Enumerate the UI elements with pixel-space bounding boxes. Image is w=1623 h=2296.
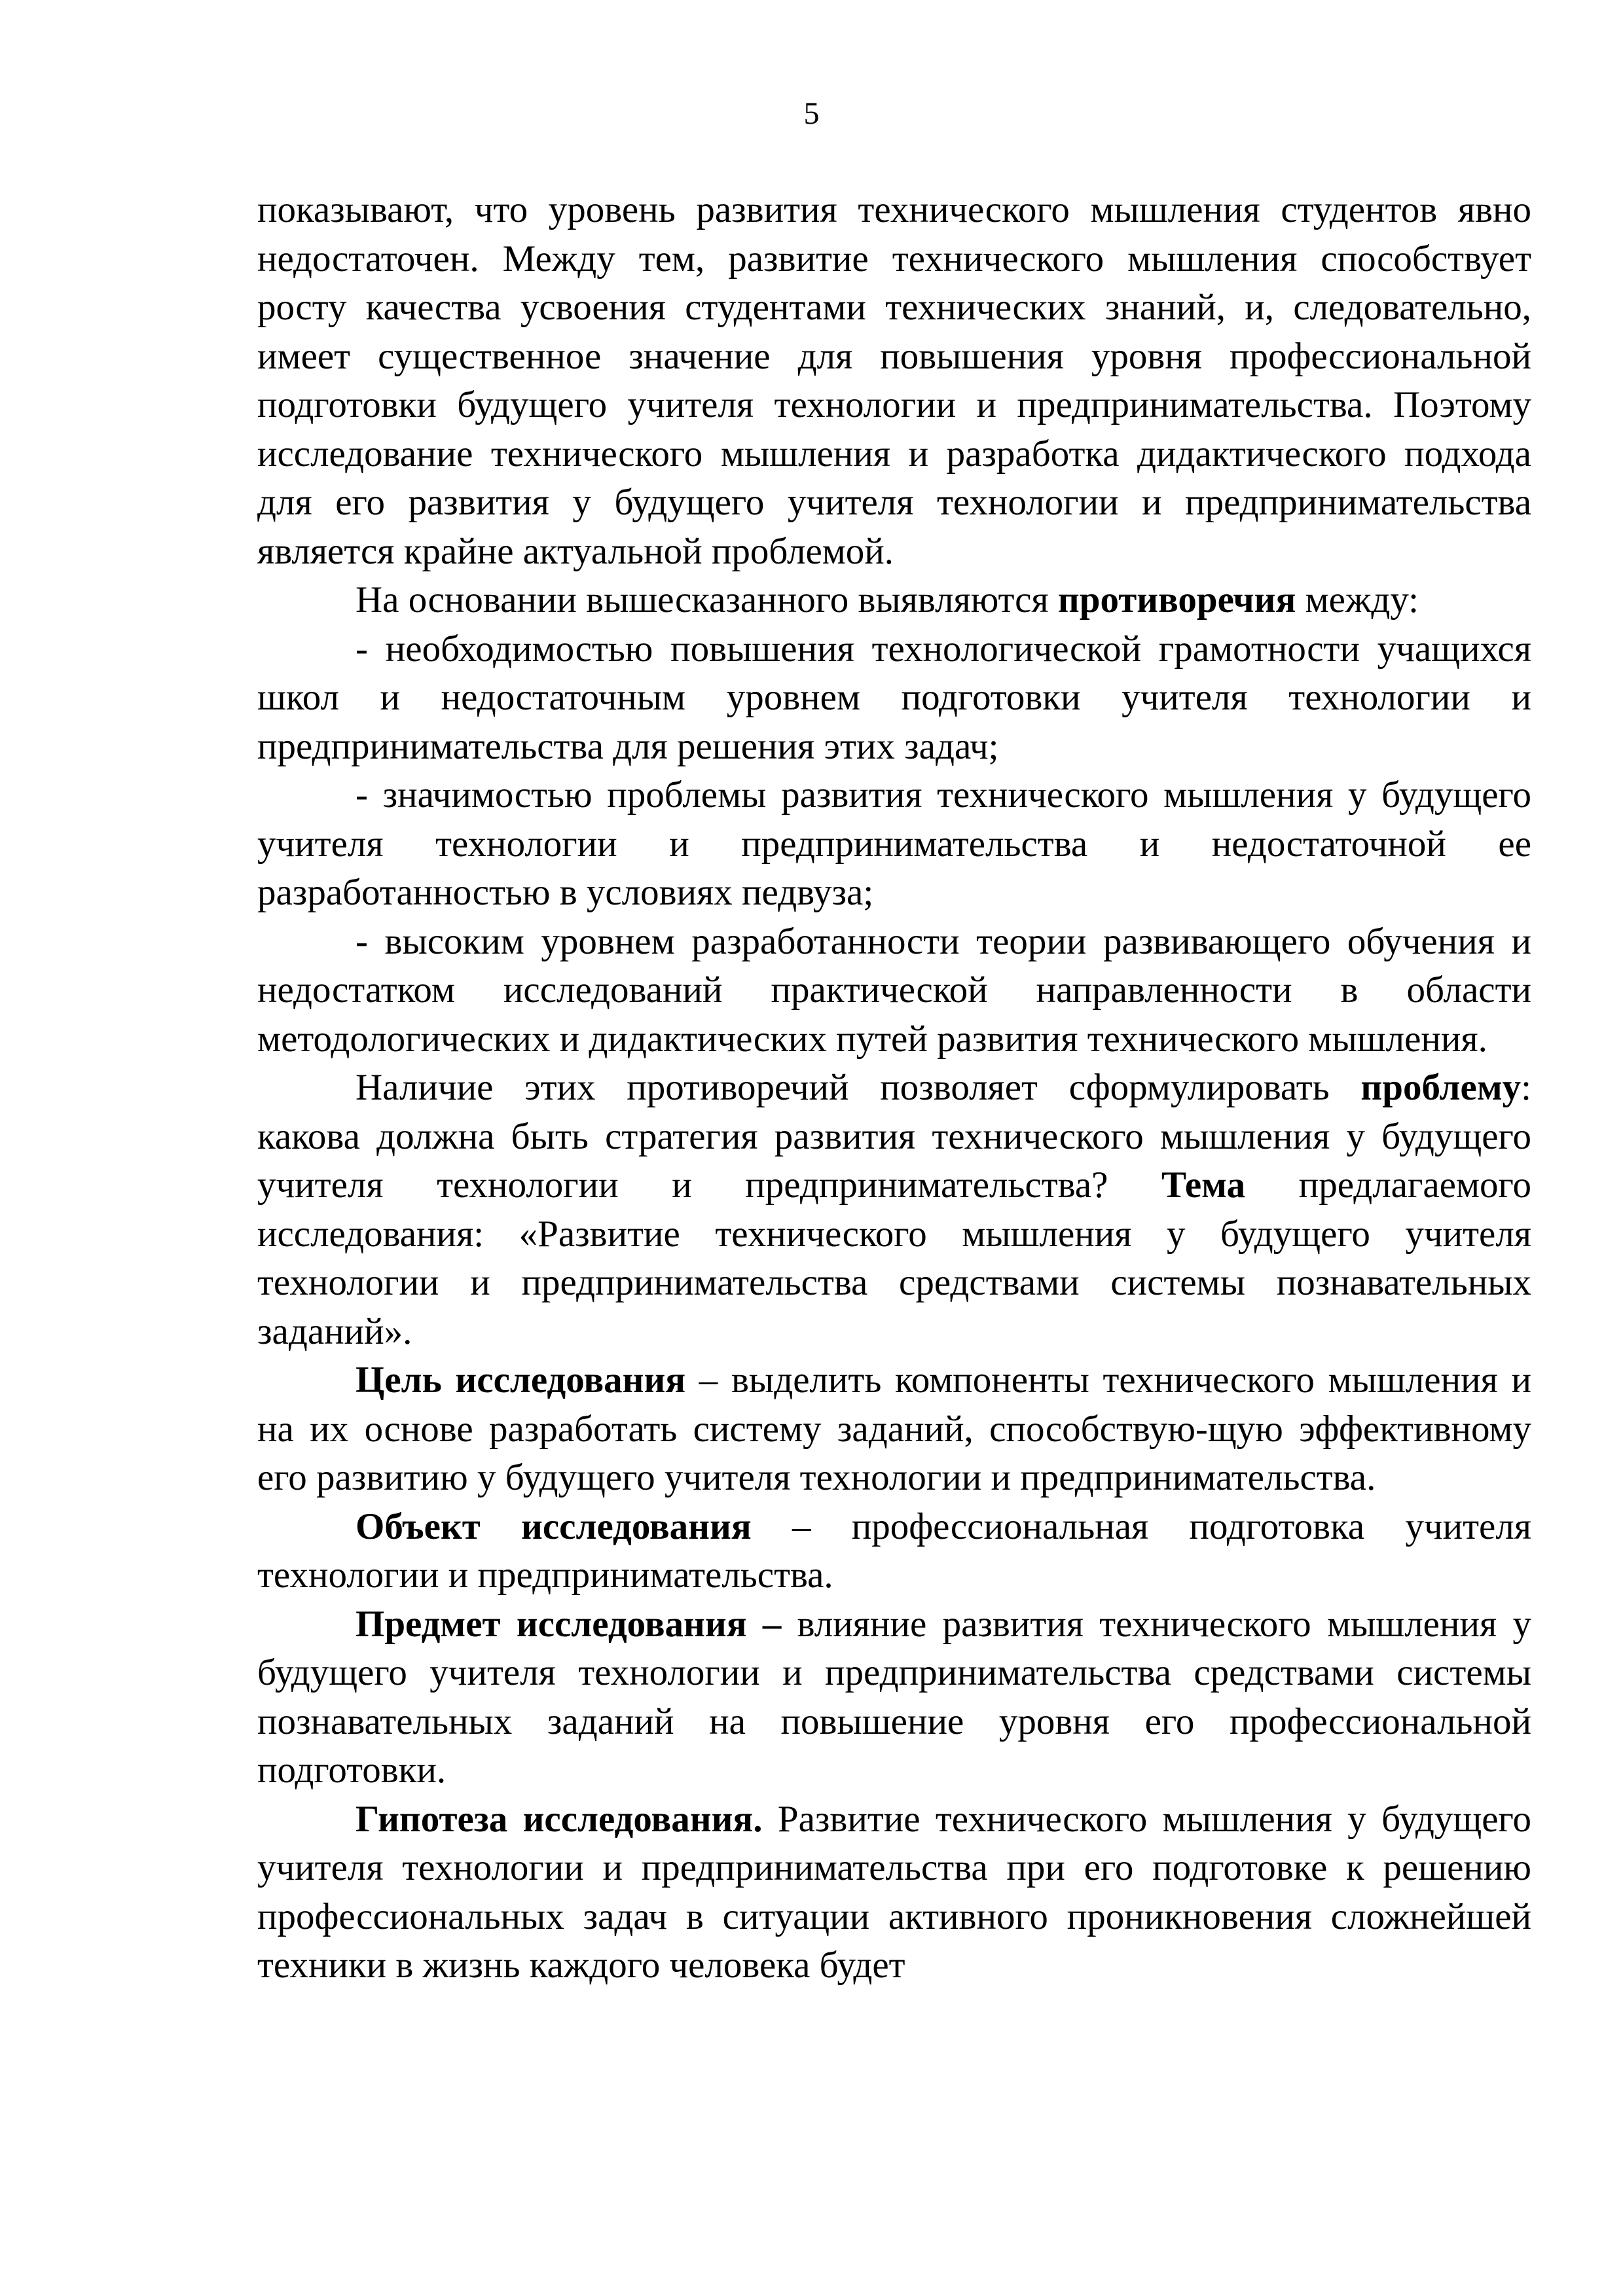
contradiction-item-3: - высоким уровнем разработанности теории развивающего обучения и недостатком исследований практической направленности в области методологических и дидактических путей развития технического мышления.	[257, 920, 1531, 1060]
goal-term: Цель исследования	[356, 1359, 686, 1401]
paragraph-research-subject	[257, 1600, 1531, 1795]
topic-tail: предлагаемого исследования: «Развитие технического мышления у будущего учителя технологии и предпринимательства средствами системы познавательных заданий».	[257, 1164, 1531, 1352]
paragraph-research-problem	[257, 1064, 1531, 1356]
paragraph-research-object	[257, 1503, 1531, 1600]
subject-term: Предмет исследования –	[356, 1603, 782, 1645]
problem-mid: : какова должна быть стратегия развития технического мышления у будущего учителя технологии и предпринимательства?	[257, 1067, 1531, 1206]
page-number: 5	[803, 96, 820, 131]
paragraph-problem-relevance: показывают, что уровень развития технического мышления студентов явно недостаточен. Между тем, развитие технического мышления способствует росту качества усвоения студентами технических знаний, и, следовательно, имеет существенное значение для повышения уровня профессиональной подготовки будущего учителя технологии и предпринимательства. Поэтому исследование технического мышления и разработка дидактического подхода для его развития у будущего учителя технологии и предпринимательства является крайне актуальной проблемой.	[257, 189, 1531, 572]
topic-term: Тема	[1161, 1164, 1246, 1206]
document-body	[257, 186, 1531, 1990]
hypothesis-text: Развитие технического мышления у будущего учителя технологии и предпринимательства при его подготовке к решению профессиональных задач в ситуации активного проникновения сложнейшей техники в жизнь каждого человека будет	[257, 1798, 1531, 1986]
problem-term: проблему	[1360, 1067, 1522, 1108]
contradictions-tail: между:	[1296, 579, 1419, 620]
paragraph-research-hypothesis	[257, 1795, 1531, 1990]
subject-text: влияние развития технического мышления у будущего учителя технологии и предпринимательства средствами системы познавательных заданий на повышение уровня его профессиональной подготовки.	[257, 1603, 1531, 1791]
paragraph-research-goal	[257, 1356, 1531, 1503]
object-text: – профессиональная подготовка учителя технологии и предпринимательства.	[257, 1505, 1531, 1596]
contradictions-lead: На основании вышесказанного выявляются	[356, 579, 1058, 620]
hypothesis-term: Гипотеза исследования.	[356, 1798, 763, 1840]
object-term: Объект исследования	[356, 1505, 752, 1547]
goal-text: – выделить компоненты технического мышления и на их основе разработать систему заданий, способствую-щую эффективному его развитию у будущего учителя технологии и предпринимательства.	[257, 1359, 1531, 1498]
paragraph-contradictions-intro	[257, 576, 1531, 625]
problem-lead: Наличие этих противоречий позволяет сформулировать	[356, 1067, 1361, 1108]
contradiction-item-2: - значимостью проблемы развития технического мышления у будущего учителя технологии и предпринимательства и недостаточной ее разработанностью в условиях педвуза;	[257, 774, 1531, 913]
contradictions-term: противоречия	[1057, 579, 1296, 620]
contradiction-item-1: - необходимостью повышения технологической грамотности учащихся школ и недостаточным уровнем подготовки учителя технологии и предпринимательства для решения этих задач;	[257, 628, 1531, 767]
